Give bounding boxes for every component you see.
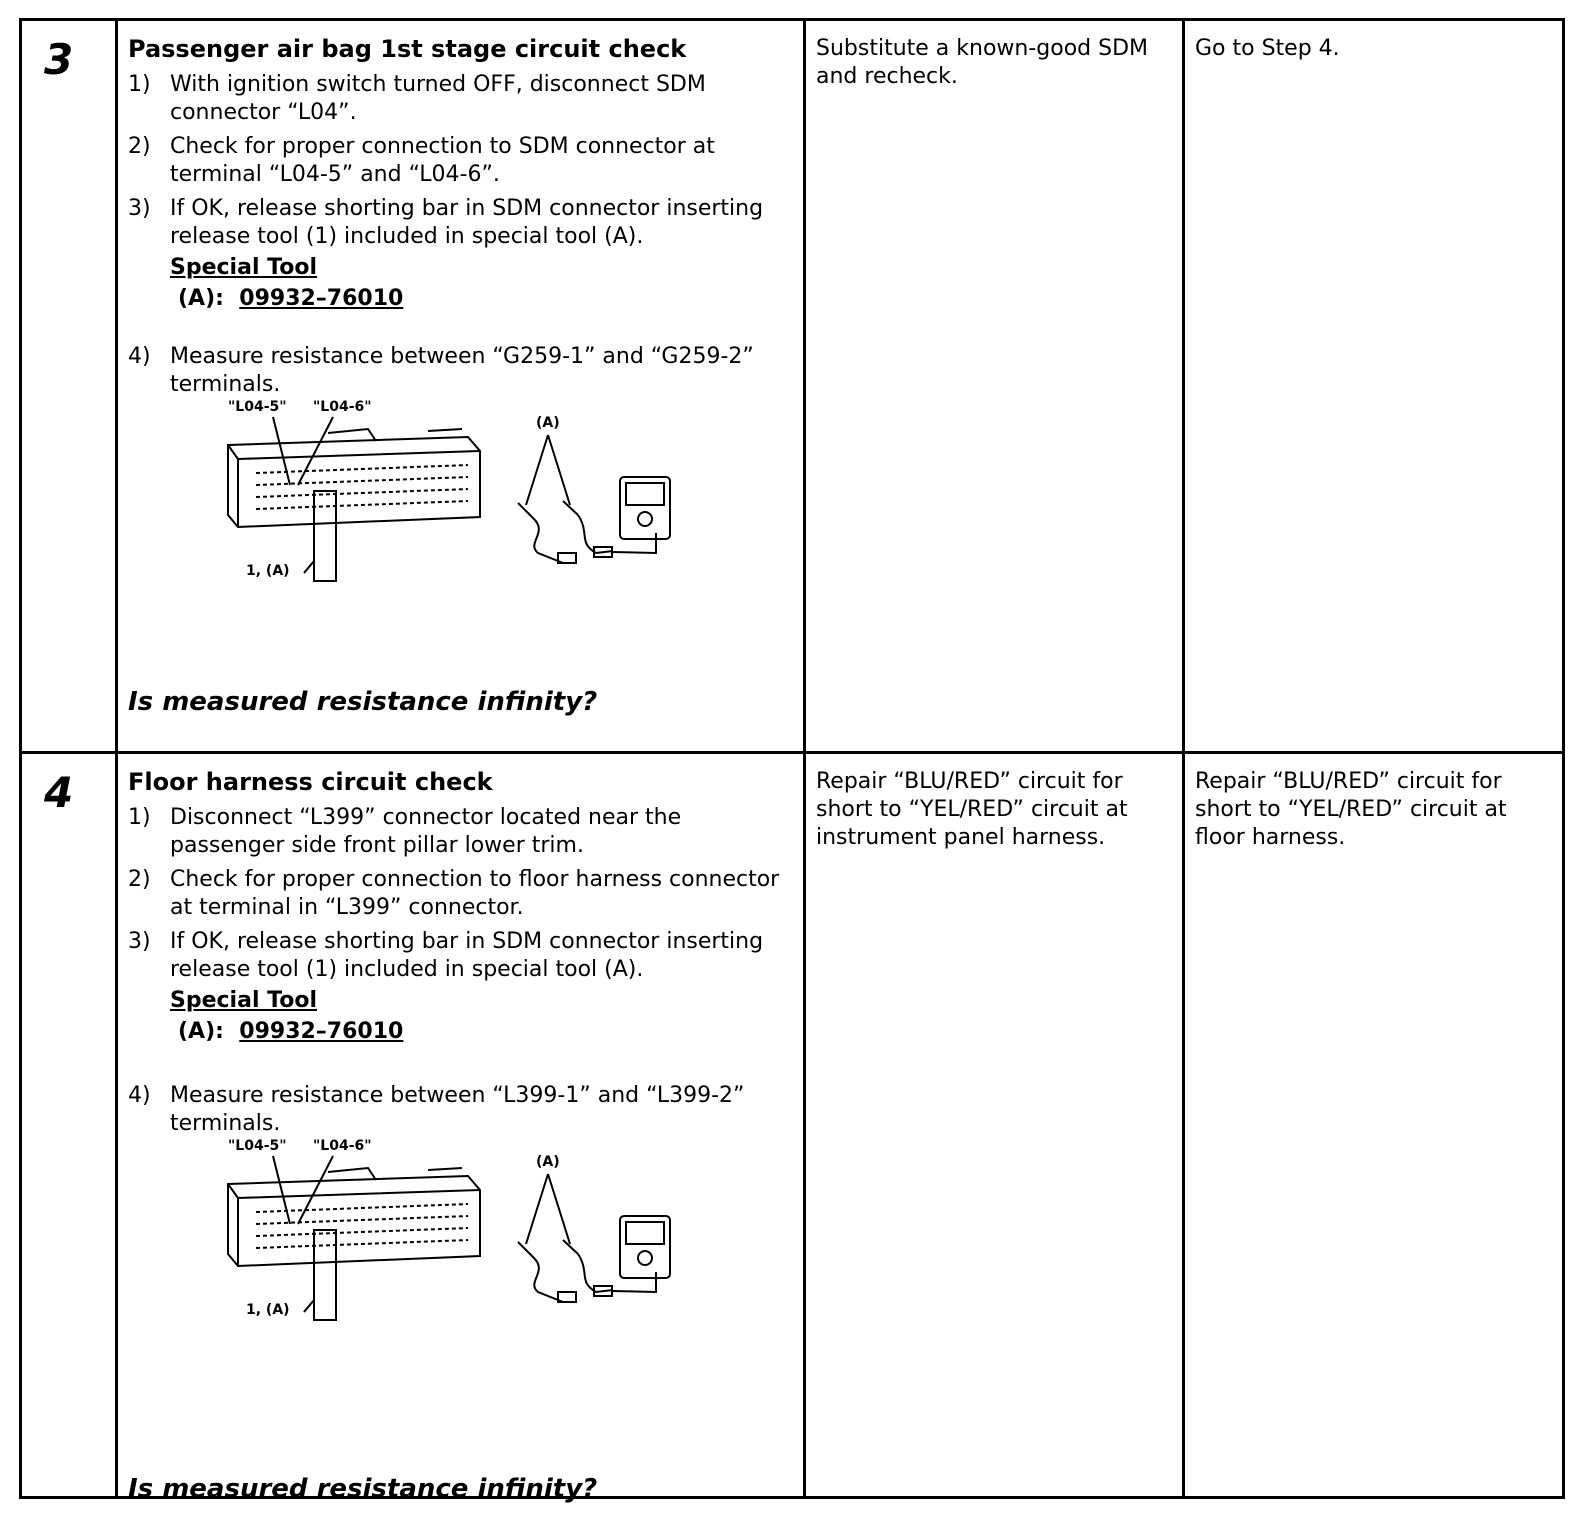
connector-meter-figure — [218, 1132, 688, 1322]
procedure-text: Check for proper connection to floor harness connector at terminal in “L399” connector. — [170, 867, 780, 920]
yes-action: Substitute a known-good SDM and recheck. — [816, 36, 1149, 89]
question-text: Is measured resistance infinity? — [128, 687, 598, 717]
tool-prefix: (A): — [178, 1019, 224, 1044]
special-tool-label: Special Tool — [170, 255, 317, 280]
tool-prefix: (A): — [178, 286, 224, 311]
figure-label-tool: 1, (A) — [246, 1302, 290, 1318]
figure-label-tool: 1, (A) — [246, 563, 290, 579]
no-cell — [1185, 21, 1562, 751]
step-title: Passenger air bag 1st stage circuit check — [128, 35, 687, 63]
tool-part-number: 09932–76010 — [239, 286, 404, 311]
no-action: Go to Step 4. — [1195, 36, 1340, 61]
step-cell — [22, 754, 118, 1496]
procedure-number: 3) — [128, 929, 151, 954]
procedure-text: If OK, release shorting bar in SDM connector inserting release tool (1) included in special tool (A). — [170, 929, 764, 982]
procedure-text: Measure resistance between “L399-1” and “L399-2” terminals. — [170, 1083, 745, 1136]
procedure-text: Check for proper connection to SDM connector at terminal “L04-5” and “L04-6”. — [170, 134, 715, 187]
table-row-step-4 — [22, 754, 1562, 1504]
procedure-text: With ignition switch turned OFF, disconnect SDM connector “L04”. — [170, 72, 706, 125]
procedure-list — [128, 804, 788, 1144]
tool-part-number: 09932–76010 — [239, 1019, 404, 1044]
step-cell — [22, 21, 118, 751]
connector-drawing — [228, 1156, 480, 1320]
question-text: Is measured resistance infinity? — [128, 1474, 598, 1504]
special-tool — [170, 988, 403, 1044]
special-tool-label: Special Tool — [170, 988, 317, 1013]
figure-label-a: (A) — [536, 1154, 560, 1170]
procedure-text: Disconnect “L399” connector located near the passenger side front pillar lower trim. — [170, 805, 682, 858]
procedure-number: 4) — [128, 1083, 151, 1108]
procedure-text: If OK, release shorting bar in SDM connector inserting release tool (1) included in special tool (A). — [170, 196, 764, 249]
table-row-step-3 — [22, 21, 1562, 754]
figure-label-l04-5: "L04-5" — [228, 399, 287, 415]
procedure-item — [128, 928, 788, 984]
procedure-number: 1) — [128, 805, 151, 830]
figure-label-l04-6: "L04-6" — [313, 399, 372, 415]
action-cell — [118, 21, 806, 751]
figure-label-a: (A) — [536, 415, 560, 431]
procedure-item — [128, 866, 788, 922]
diagnostic-table — [19, 18, 1565, 1504]
procedure-text: Measure resistance between “G259-1” and “G259-2” terminals. — [170, 344, 754, 397]
multimeter-drawing — [518, 1174, 670, 1302]
action-cell — [118, 754, 806, 1504]
connector-meter-figure — [218, 393, 688, 583]
special-tool-number — [178, 1019, 403, 1044]
procedure-number: 2) — [128, 134, 151, 159]
procedure-item — [128, 804, 788, 860]
special-tool-number — [178, 286, 403, 311]
procedure-number: 4) — [128, 344, 151, 369]
step-number: 3 — [44, 35, 74, 84]
figure-label-l04-5: "L04-5" — [228, 1138, 287, 1154]
procedure-number: 3) — [128, 196, 151, 221]
multimeter-drawing — [518, 435, 670, 563]
no-cell — [1185, 754, 1562, 1496]
yes-action: Repair “BLU/RED” circuit for short to “YEL/RED” circuit at instrument panel harness. — [816, 769, 1128, 850]
special-tool — [170, 255, 403, 311]
procedure-item — [128, 71, 788, 127]
connector-drawing — [228, 417, 480, 581]
procedure-item — [128, 1082, 788, 1138]
procedure-item — [128, 343, 788, 399]
step-title: Floor harness circuit check — [128, 768, 493, 796]
procedure-number: 2) — [128, 867, 151, 892]
procedure-list — [128, 71, 788, 405]
procedure-number: 1) — [128, 72, 151, 97]
procedure-item — [128, 133, 788, 189]
figure-label-l04-6: "L04-6" — [313, 1138, 372, 1154]
step-number: 4 — [44, 768, 74, 817]
procedure-item — [128, 195, 788, 251]
yes-cell — [806, 754, 1185, 1496]
yes-cell — [806, 21, 1185, 751]
no-action: Repair “BLU/RED” circuit for short to “YEL/RED” circuit at floor harness. — [1195, 769, 1507, 850]
